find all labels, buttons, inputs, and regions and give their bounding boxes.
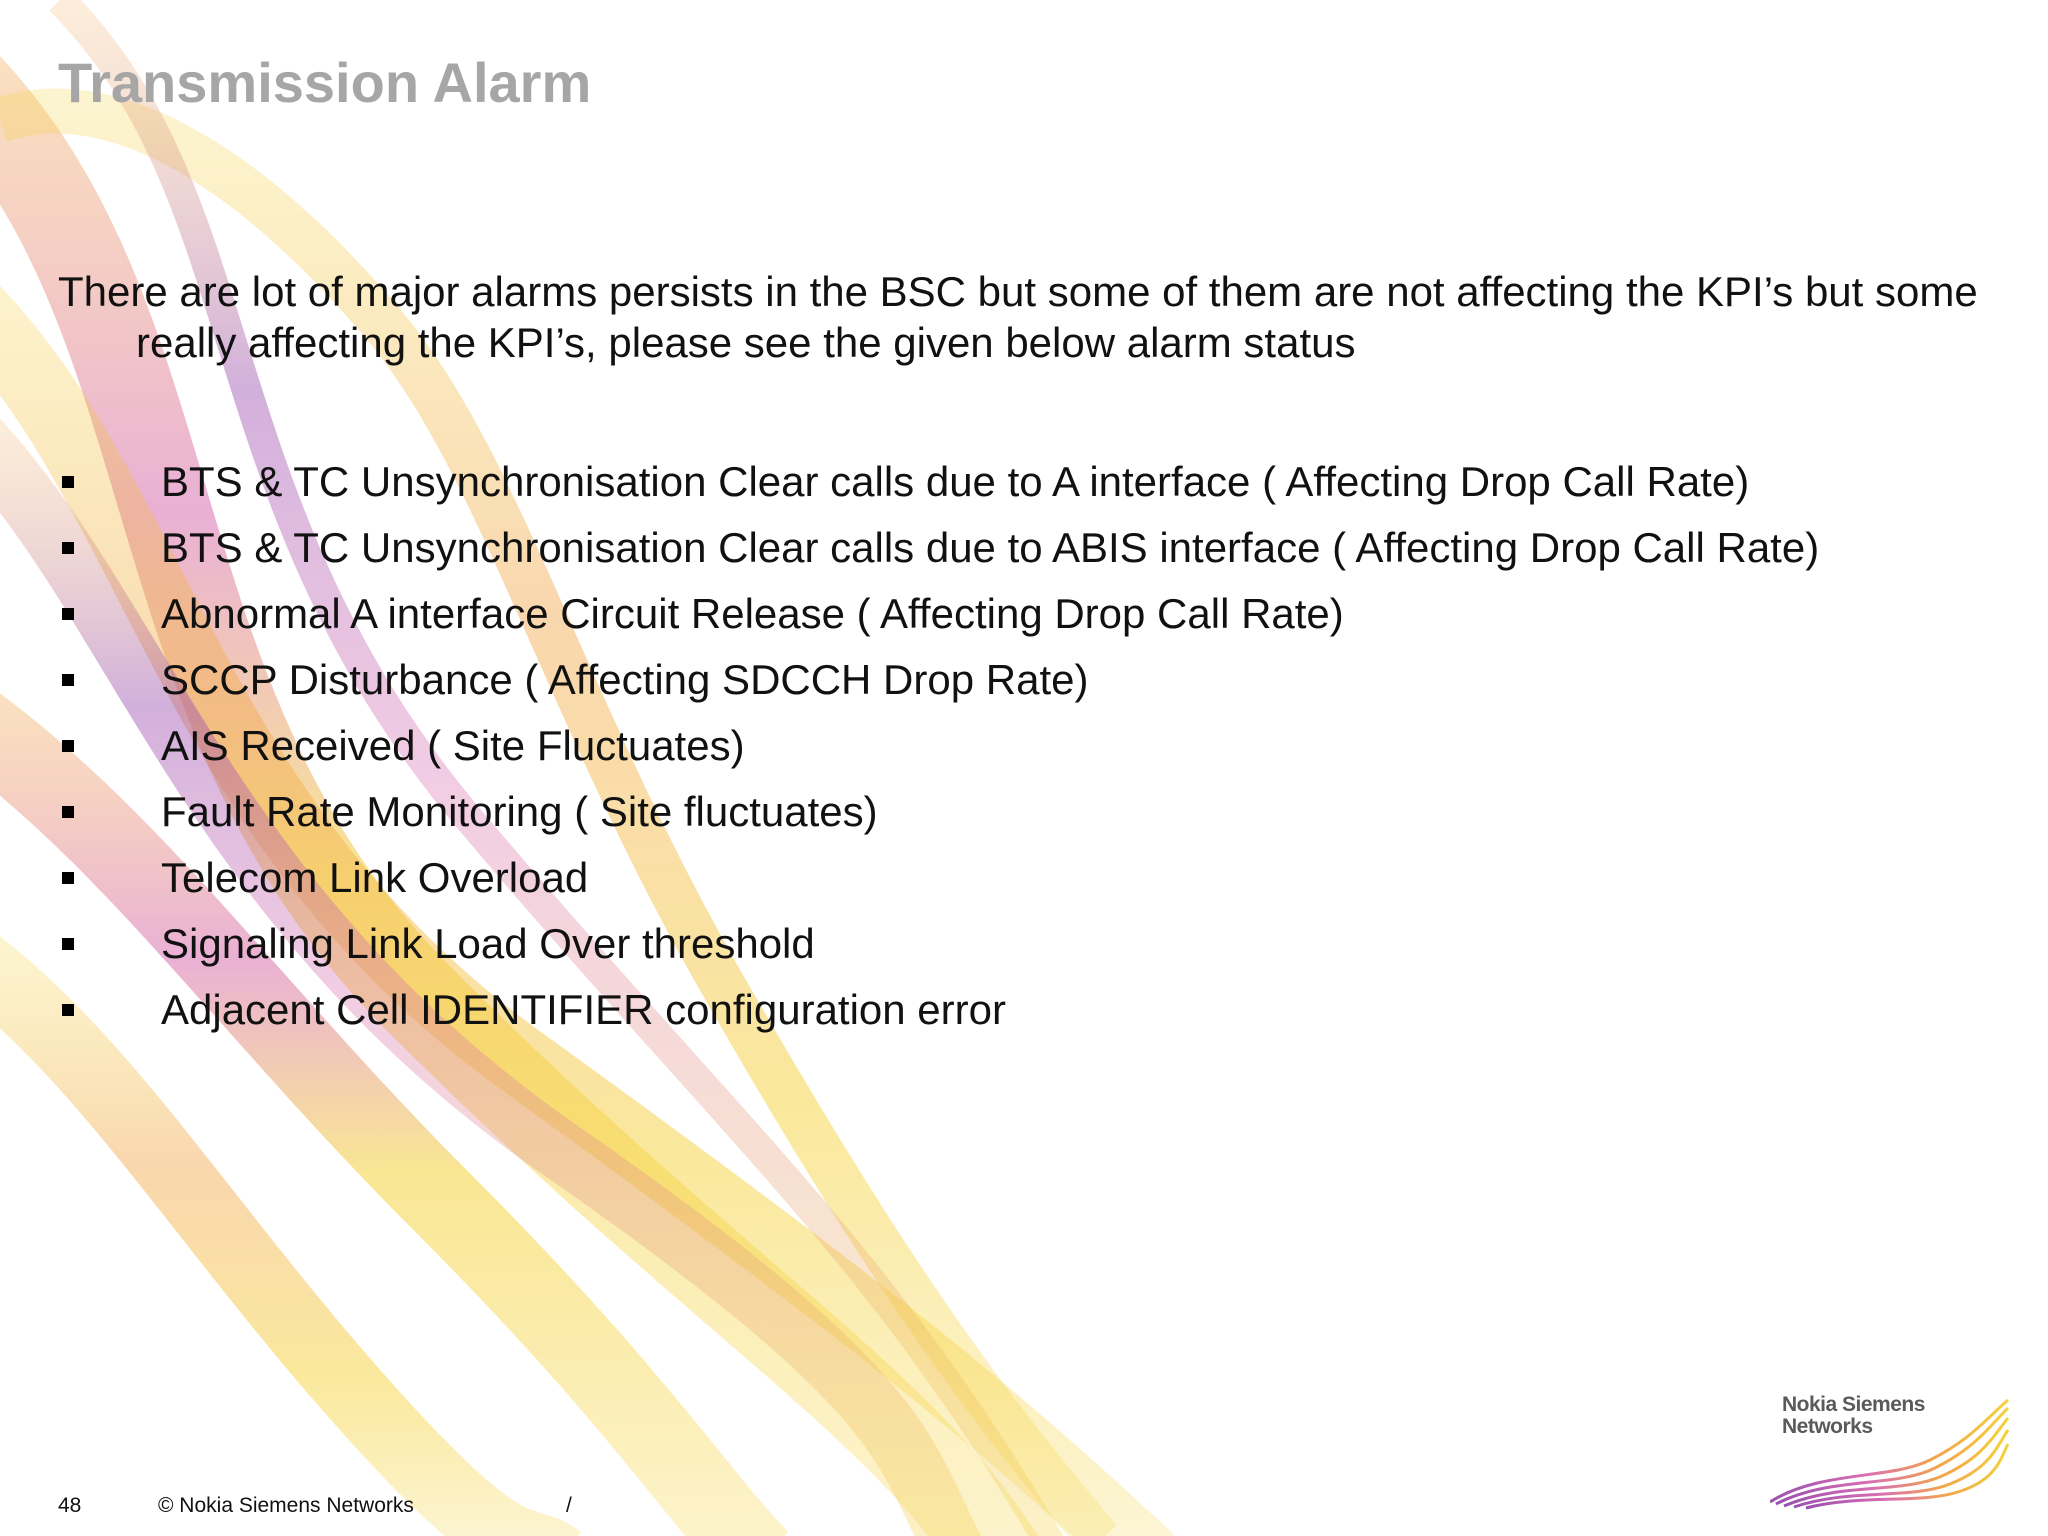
square-bullet-icon (62, 1004, 74, 1016)
list-item (58, 515, 1819, 581)
list-item-text: Abnormal A interface Circuit Release ( Affecting Drop Call Rate) (161, 590, 1344, 637)
list-item (58, 977, 1819, 1043)
slide-title: Transmission Alarm (58, 51, 592, 114)
logo-line-1: Nokia Siemens (1782, 1393, 1925, 1416)
list-item-text: Adjacent Cell IDENTIFIER configuration error (161, 986, 1006, 1033)
list-item-text: Telecom Link Overload (161, 854, 589, 901)
list-item (58, 779, 1819, 845)
square-bullet-icon (62, 674, 74, 686)
square-bullet-icon (62, 938, 74, 950)
square-bullet-icon (62, 476, 74, 488)
list-item (58, 581, 1819, 647)
list-item-text: SCCP Disturbance ( Affecting SDCCH Drop Rate) (161, 656, 1089, 703)
square-bullet-icon (62, 740, 74, 752)
list-item-text: Signaling Link Load Over threshold (161, 920, 815, 967)
list-item (58, 845, 1819, 911)
square-bullet-icon (62, 608, 74, 620)
footer-separator: / (566, 1494, 572, 1517)
list-item (58, 647, 1819, 713)
list-item-text: BTS & TC Unsynchronisation Clear calls due to A interface ( Affecting Drop Call Rate) (161, 458, 1750, 505)
page-number: 48 (58, 1494, 82, 1517)
intro-paragraph: There are lot of major alarms persists in the BSC but some of them are not affecting the KPI’s but some really affecting the KPI’s, please see the given below alarm status (58, 268, 1978, 366)
square-bullet-icon (62, 872, 74, 884)
square-bullet-icon (62, 542, 74, 554)
square-bullet-icon (62, 806, 74, 818)
list-item-text: AIS Received ( Site Fluctuates) (161, 722, 745, 769)
copyright-text: © Nokia Siemens Networks (158, 1494, 414, 1517)
list-item (58, 449, 1819, 515)
list-item-text: Fault Rate Monitoring ( Site fluctuates) (161, 788, 878, 835)
list-item (58, 911, 1819, 977)
list-item-text: BTS & TC Unsynchronisation Clear calls due to ABIS interface ( Affecting Drop Call Rate) (161, 524, 1820, 571)
alarm-list (58, 449, 1819, 1043)
list-item (58, 713, 1819, 779)
logo-line-2: Networks (1782, 1415, 1873, 1438)
logo-wordmark (1782, 1394, 1925, 1438)
company-logo (1770, 1390, 2010, 1510)
